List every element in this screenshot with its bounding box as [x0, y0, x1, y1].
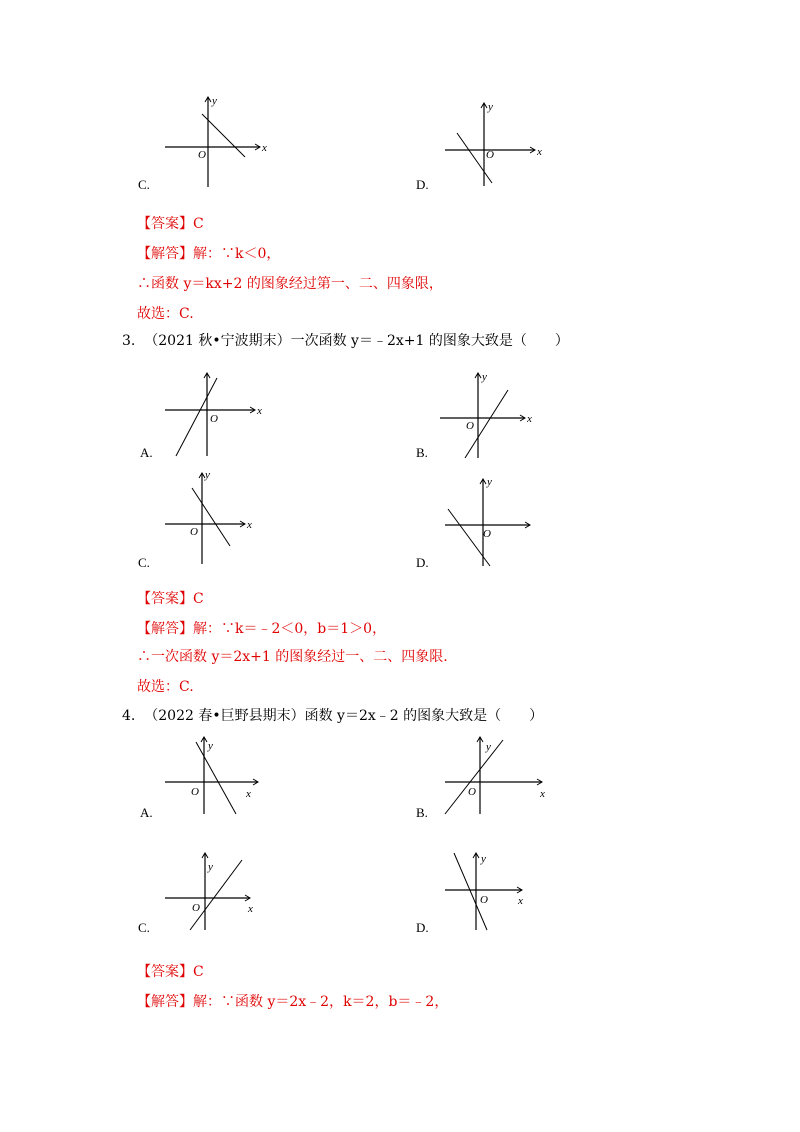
origin-label: O — [198, 149, 206, 161]
q2-option-d[interactable]: D. — [416, 177, 429, 192]
q2-option-c[interactable]: C. — [138, 177, 150, 192]
origin-label: O — [210, 413, 218, 425]
explain-text: 解：∵k＝﹣2＜0，b＝1＞0， — [193, 621, 387, 637]
x-axis-label: x — [540, 788, 545, 800]
q3-graph-c — [160, 468, 280, 568]
q3-step: ∴一次函数 y＝2x+1 的图象经过一、二、四象限. — [137, 649, 448, 665]
answer-label: 【答案】 — [137, 964, 193, 980]
answer-label: 【答案】 — [137, 216, 193, 232]
origin-label: O — [190, 526, 198, 538]
question-source: （2022 春•巨野县期末） — [144, 708, 305, 724]
question-number: 4. — [122, 708, 136, 724]
explain-text: 解：∵函数 y＝2x﹣2，k＝2，b＝﹣2， — [193, 994, 449, 1010]
explain-label: 【解答】 — [137, 621, 193, 637]
y-axis-label: y — [486, 741, 491, 753]
q2-graph-c — [160, 92, 280, 192]
origin-label: O — [466, 420, 474, 432]
question-stem: 函数 y＝2x﹣2 的图象大致是（ ） — [304, 708, 544, 724]
q4-option-a[interactable]: A. — [140, 805, 153, 820]
answer-value: C — [193, 964, 204, 980]
x-axis-label: x — [518, 895, 523, 907]
y-axis-label: y — [482, 371, 487, 383]
y-axis-label: y — [487, 476, 492, 488]
answer-value: C — [193, 591, 204, 607]
origin-label: O — [468, 786, 476, 798]
x-axis-label: x — [247, 519, 252, 531]
y-axis-label: y — [208, 740, 213, 752]
explain-text: 解：∵k＜0， — [193, 246, 281, 262]
q2-explanation — [137, 245, 280, 263]
y-axis-label: y — [481, 853, 486, 865]
q4-graph-c — [160, 848, 280, 933]
question-source: （2021 秋•宁波期末） — [144, 333, 291, 349]
q3-graph-b — [440, 368, 560, 463]
q2-answer — [137, 215, 204, 233]
q2-choose: 故选：C. — [137, 306, 194, 322]
y-axis-label: y — [488, 101, 493, 113]
question-stem: 一次函数 y＝﹣2x+1 的图象大致是（ ） — [290, 333, 569, 349]
q4-explanation — [137, 993, 448, 1011]
q3-option-a[interactable]: A. — [140, 445, 153, 460]
q2-graph-d — [440, 98, 560, 188]
q3-graph-d — [440, 474, 560, 569]
x-axis-label: x — [248, 903, 253, 915]
q3-explanation — [137, 620, 386, 638]
q4-answer — [137, 963, 204, 981]
y-axis-label: y — [205, 469, 210, 481]
explain-label: 【解答】 — [137, 994, 193, 1010]
question-number: 3. — [122, 333, 136, 349]
q3-option-c[interactable]: C. — [138, 555, 150, 570]
q3-option-b[interactable]: B. — [416, 445, 428, 460]
y-axis-label: y — [212, 95, 217, 107]
q3-answer — [137, 590, 204, 608]
answer-label: 【答案】 — [137, 591, 193, 607]
x-axis-label: x — [246, 788, 251, 800]
q3-choose: 故选：C. — [137, 679, 194, 695]
q4-graph-a — [160, 732, 280, 817]
origin-label: O — [192, 902, 200, 914]
explain-label: 【解答】 — [137, 246, 193, 262]
q3-graph-a — [160, 368, 280, 458]
q3-option-d[interactable]: D. — [416, 555, 429, 570]
q4-question — [122, 707, 543, 725]
q4-graph-d — [440, 848, 560, 933]
q4-option-c[interactable]: C. — [138, 920, 150, 935]
origin-label: O — [486, 149, 494, 161]
answer-value: C — [193, 216, 204, 232]
q4-graph-b — [440, 732, 560, 817]
origin-label: O — [480, 894, 488, 906]
q4-option-d[interactable]: D. — [416, 920, 429, 935]
origin-label: O — [191, 786, 199, 798]
x-axis-label: x — [262, 142, 267, 154]
q4-option-b[interactable]: B. — [416, 805, 428, 820]
origin-label: O — [483, 528, 491, 540]
x-axis-label: x — [537, 146, 542, 158]
q3-question — [122, 332, 569, 350]
x-axis-label: x — [257, 405, 262, 417]
x-axis-label: x — [527, 413, 532, 425]
y-axis-label: y — [208, 861, 213, 873]
q2-step: ∴函数 y＝kx+2 的图象经过第一、二、四象限， — [137, 276, 443, 292]
